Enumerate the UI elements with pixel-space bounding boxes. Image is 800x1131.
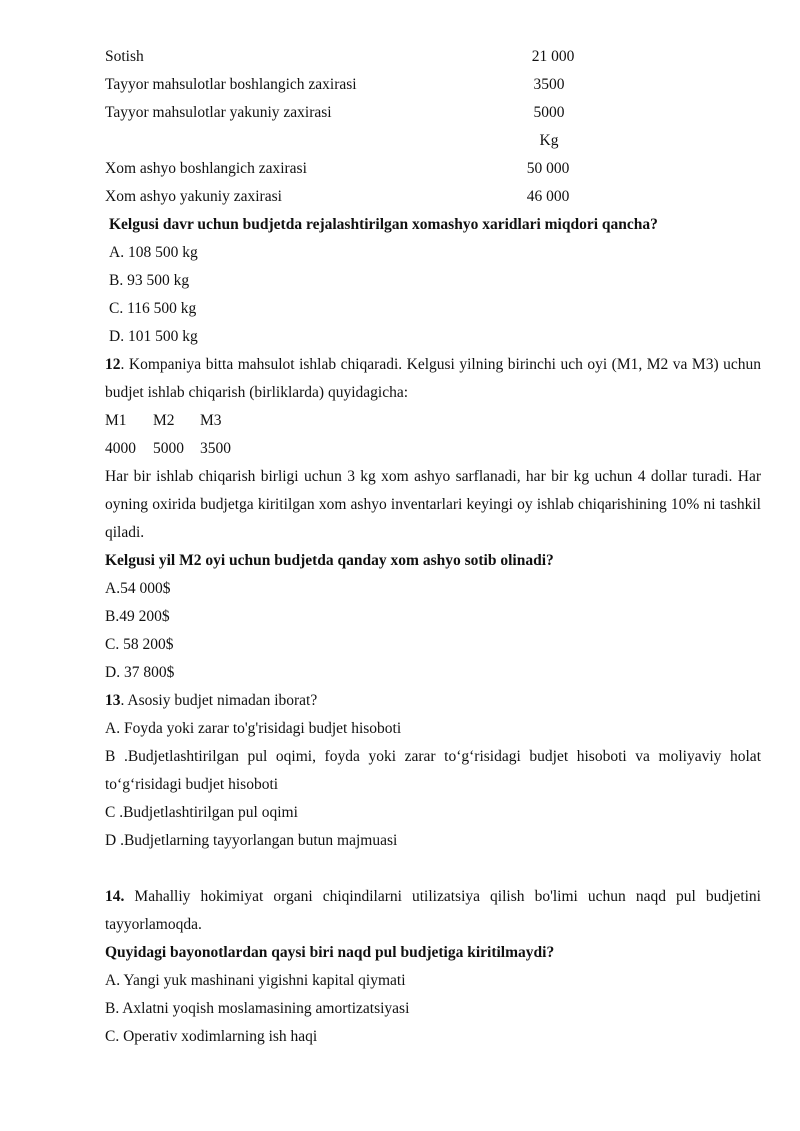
- answer-option-c: C. 116 500 kg: [109, 300, 197, 317]
- answer-option-d: D .Budjetlarning tayyorlangan butun majmuasi: [105, 832, 398, 849]
- answer-option-d: D. 37 800$: [105, 664, 175, 681]
- table-value: 3500: [533, 76, 565, 93]
- table-label: Sotish: [105, 48, 144, 65]
- table-row: [105, 99, 761, 127]
- question-12-text: Har bir ishlab chiqarish birligi uchun 3 kg xom ashyo sarflanadi, har bir kg uchun 4 dollar turadi. Har oyning oxirida budjetga kiritilgan xom ashyo inventarlari keyingi oy ishlab chiqarishining 10% ni tashkil qiladi.: [105, 468, 761, 541]
- month-value: 5000: [153, 440, 184, 457]
- spacer: [105, 855, 761, 883]
- answer-option-a: A. 108 500 kg: [109, 244, 198, 261]
- month-label: M2: [153, 412, 175, 429]
- answer-option-a: A. Yangi yuk mashinani yigishni kapital qiymati: [105, 972, 406, 989]
- question-11-text: Kelgusi davr uchun budjetda rejalashtirilgan xomashyo xaridlari miqdori qancha?: [109, 216, 658, 233]
- answer-option-b: B. Axlatni yoqish moslamasining amortizatsiyasi: [105, 1000, 410, 1017]
- table-value: 46 000: [526, 188, 570, 205]
- data-table: [105, 43, 761, 211]
- question-number: 14.: [105, 888, 125, 905]
- table-value: 5000: [533, 104, 565, 121]
- month-value: 4000: [105, 440, 136, 457]
- table-value: 21 000: [531, 48, 575, 65]
- answer-option-c: C .Budjetlashtirilgan pul oqimi: [105, 804, 298, 821]
- document-page: [105, 43, 761, 1051]
- table-row: [105, 43, 761, 71]
- question-number: 13: [105, 692, 121, 709]
- answer-option-c: C. Operativ xodimlarning ish haqi: [105, 1028, 318, 1045]
- answer-option-a: A.54 000$: [105, 580, 171, 597]
- month-label: M3: [200, 412, 222, 429]
- answer-option-c: C. 58 200$: [105, 636, 174, 653]
- question-14-question: Quyidagi bayonotlardan qaysi biri naqd pul budjetiga kiritilmaydi?: [105, 944, 555, 961]
- month-label: M1: [105, 412, 127, 429]
- table-label: Tayyor mahsulotlar boshlangich zaxirasi: [105, 76, 357, 93]
- table-label: Tayyor mahsulotlar yakuniy zaxirasi: [105, 104, 332, 121]
- table-row: [105, 71, 761, 99]
- answer-option-a: A. Foyda yoki zarar to'g'risidagi budjet hisoboti: [105, 720, 402, 737]
- question-12-intro: [105, 351, 761, 407]
- question-14-intro-text: Mahalliy hokimiyat organi chiqindilarni utilizatsiya qilish bo'limi uchun naqd pul budjetini tayyorlamoqda.: [105, 888, 761, 933]
- months-values-row: [105, 435, 761, 463]
- table-row: [105, 183, 761, 211]
- question-12-question: Kelgusi yil M2 oyi uchun budjetda qanday xom ashyo sotib olinadi?: [105, 552, 554, 569]
- question-13: [105, 687, 761, 715]
- question-number: 12: [105, 356, 121, 373]
- question-14-intro: [105, 883, 761, 939]
- answer-option-d: D. 101 500 kg: [109, 328, 198, 345]
- month-value: 3500: [200, 440, 231, 457]
- table-label: Xom ashyo boshlangich zaxirasi: [105, 160, 307, 177]
- question-13-text: . Asosiy budjet nimadan iborat?: [120, 692, 318, 709]
- answer-option-b: B. 93 500 kg: [109, 272, 190, 289]
- table-value: 50 000: [526, 160, 570, 177]
- table-label: Xom ashyo yakuniy zaxirasi: [105, 188, 282, 205]
- question-12-intro-text: . Kompaniya bitta mahsulot ishlab chiqaradi. Kelgusi yilning birinchi uch oyi (M1, M2 va M3) uchun budjet ishlab chiqarish (birliklarda) quyidagicha:: [105, 356, 761, 401]
- table-unit: Kg: [539, 132, 559, 149]
- answer-option-b: B.49 200$: [105, 608, 170, 625]
- table-row: [105, 127, 761, 155]
- table-row: [105, 155, 761, 183]
- answer-option-b: B .Budjetlashtirilgan pul oqimi, foyda yoki zarar to‘g‘risidagi budjet hisoboti va moliyaviy holat to‘g‘risidagi budjet hisoboti: [105, 748, 761, 793]
- months-header-row: [105, 407, 761, 435]
